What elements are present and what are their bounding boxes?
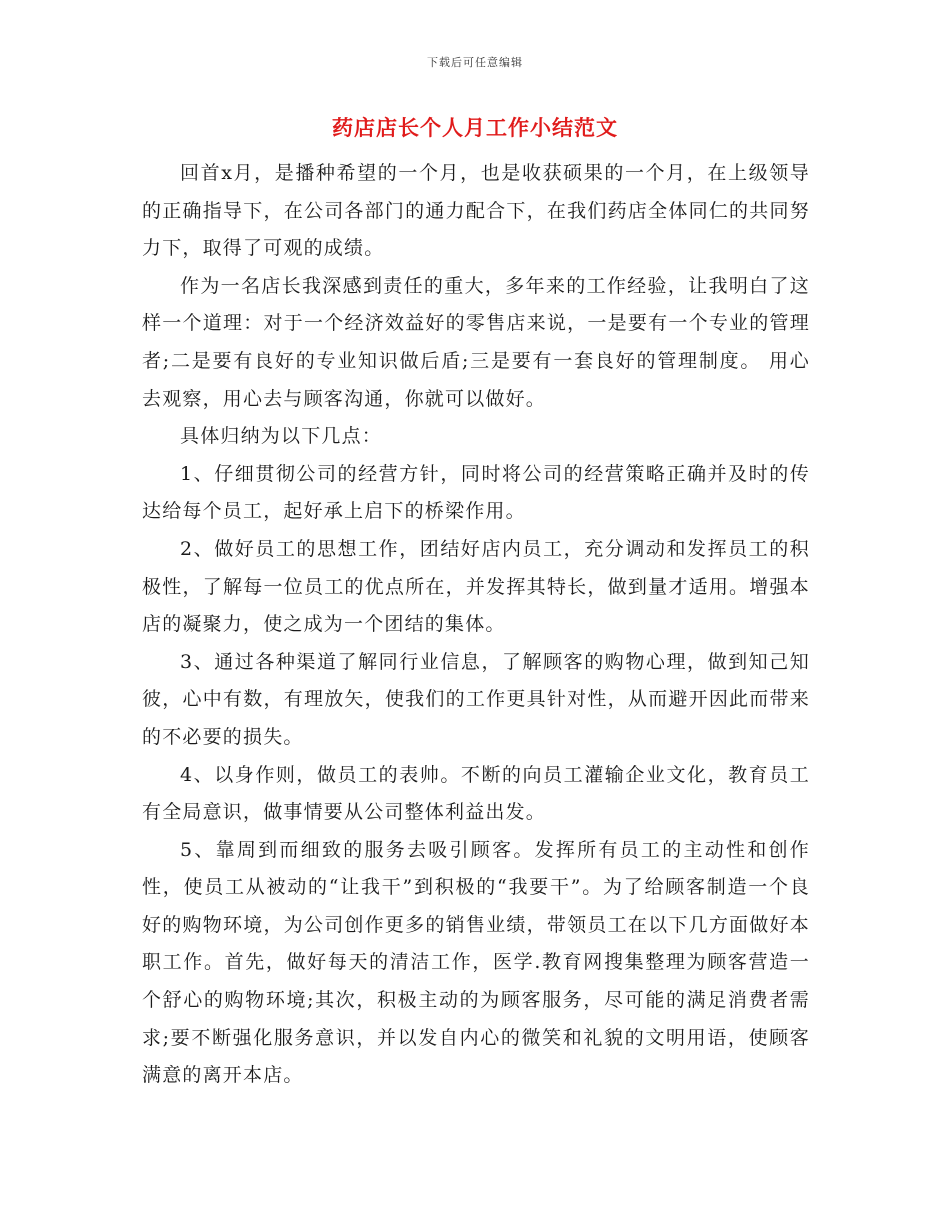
header-note: 下载后可任意编辑 — [427, 56, 523, 69]
paragraph-summary-lead: 具体归纳为以下几点： — [180, 425, 383, 448]
paragraph-intro: 回首x月，是播种希望的一个月，也是收获硕果的一个月，在上级领导的正确指导下，在公司各部门的通力配合下，在我们药店全体同仁的共同努力下，取得了可观的成绩。 — [142, 162, 810, 260]
paragraph-point-1: 1、仔细贯彻公司的经营方针，同时将公司的经营策略正确并及时的传达给每个员工，起好承上启下的桥梁作用。 — [142, 462, 810, 523]
document-body — [142, 155, 810, 1095]
paragraph-point-5: 5、靠周到而细致的服务去吸引顾客。发挥所有员工的主动性和创作性，使员工从被动的“让我干”到积极的“我要干”。为了给顾客制造一个良好的购物环境，为公司创作更多的销售业绩，带领员工在以下几方面做好本职工作。首先，做好每天的清洁工作，医学.教育网搜集整理为顾客营造一个舒心的购物环境;其次，积极主动的为顾客服务，尽可能的满足消费者需求;要不断强化服务意识，并以发自内心的微笑和礼貌的文明用语，使顾客满意的离开本店。 — [142, 838, 810, 1087]
document-title: 药店店长个人月工作小结范文 — [332, 115, 618, 140]
paragraph-point-4: 4、以身作则，做员工的表帅。不断的向员工灌输企业文化，教育员工有全局意识，做事情要从公司整体利益出发。 — [142, 763, 810, 824]
paragraph-point-2: 2、做好员工的思想工作，团结好店内员工，充分调动和发挥员工的积极性，了解每一位员工的优点所在，并发挥其特长，做到量才适用。增强本店的凝聚力，使之成为一个团结的集体。 — [142, 537, 810, 636]
paragraph-manager-role: 作为一名店长我深感到责任的重大，多年来的工作经验，让我明白了这样一个道理：对于一个经济效益好的零售店来说，一是要有一个专业的管理者;二是要有良好的专业知识做后盾;三是要有一套良好的管理制度。 用心去观察，用心去与顾客沟通，你就可以做好。 — [142, 274, 810, 410]
paragraph-point-3: 3、通过各种渠道了解同行业信息，了解顾客的购物心理，做到知己知彼，心中有数，有理放矢，使我们的工作更具针对性，从而避开因此而带来的不必要的损失。 — [142, 650, 810, 748]
